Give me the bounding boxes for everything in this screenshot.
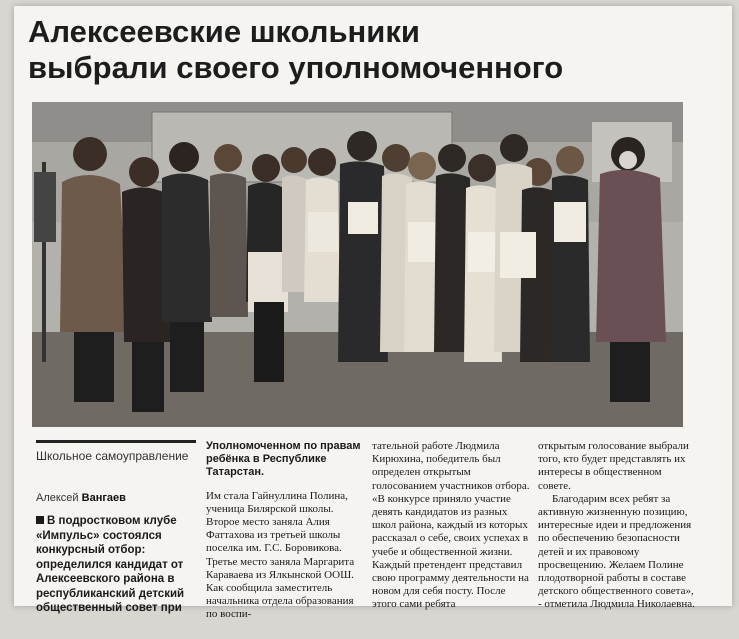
author-last-name: Вангаев bbox=[81, 492, 126, 504]
column-4-paragraph: открытым голосование выбрали того, кто будет представлять их интересы в общественном совете. bbox=[538, 440, 689, 492]
text-column-3 bbox=[372, 440, 530, 612]
column-3-quote: «В конкурсе приняло участие девять кандидатов из разных школ района, каждый из которых рассказал о себе, своих успехах в учебе и общественной жизни. Каждый претендент представил свою программу деятельности на новом для себя посту. После этого сами ребята bbox=[372, 492, 529, 611]
column-3-paragraph: тательной работе Людмила Кирюхина, победитель был определен открытым голосованием участников отбора. bbox=[372, 440, 530, 492]
article-lead bbox=[36, 514, 196, 616]
author-byline bbox=[36, 492, 196, 504]
column-4-paragraph-2: Благодарим всех ребят за активную жизненную позицию, интересные идеи и предложения по обеспечению безопасности детей и их правовому просвещению. Желаем Полине плодотворной работы в составе детского общественного совета», - отметила Людмила Николаевна. bbox=[538, 492, 695, 611]
text-column-4 bbox=[538, 440, 696, 612]
bullet-square-icon bbox=[36, 516, 44, 524]
headline bbox=[28, 14, 688, 86]
author-first-name: Алексей bbox=[36, 492, 79, 504]
group-photo-illustration bbox=[32, 102, 683, 427]
group-photo bbox=[32, 102, 683, 427]
headline-line-2: выбрали своего уполномоченного bbox=[28, 50, 564, 85]
text-column-2 bbox=[206, 440, 364, 622]
lead-text: В подростковом клубе «Импульс» состоялся конкурсный отбор: определился кандидат от Алексеевского района в республиканский детский общественный совет при bbox=[36, 515, 185, 614]
column-2-bold-paragraph: Уполномоченном по правам ребёнка в Республике Татарстан. bbox=[206, 440, 361, 479]
headline-line-1: Алексеевские школьники bbox=[28, 14, 420, 49]
rubric-label: Школьное самоуправление bbox=[36, 440, 196, 463]
column-2-paragraph: Им стала Гайнуллина Полина, ученица Билярской школы. Второе место заняла Алия Фаттахова из третьей школы поселка им. Г.С. Боровикова. Третье место заняла Маргарита Караваева из Ялкынской ООШ. Как сообщила заместитель начальника отдела образования по воспи- bbox=[206, 489, 355, 621]
